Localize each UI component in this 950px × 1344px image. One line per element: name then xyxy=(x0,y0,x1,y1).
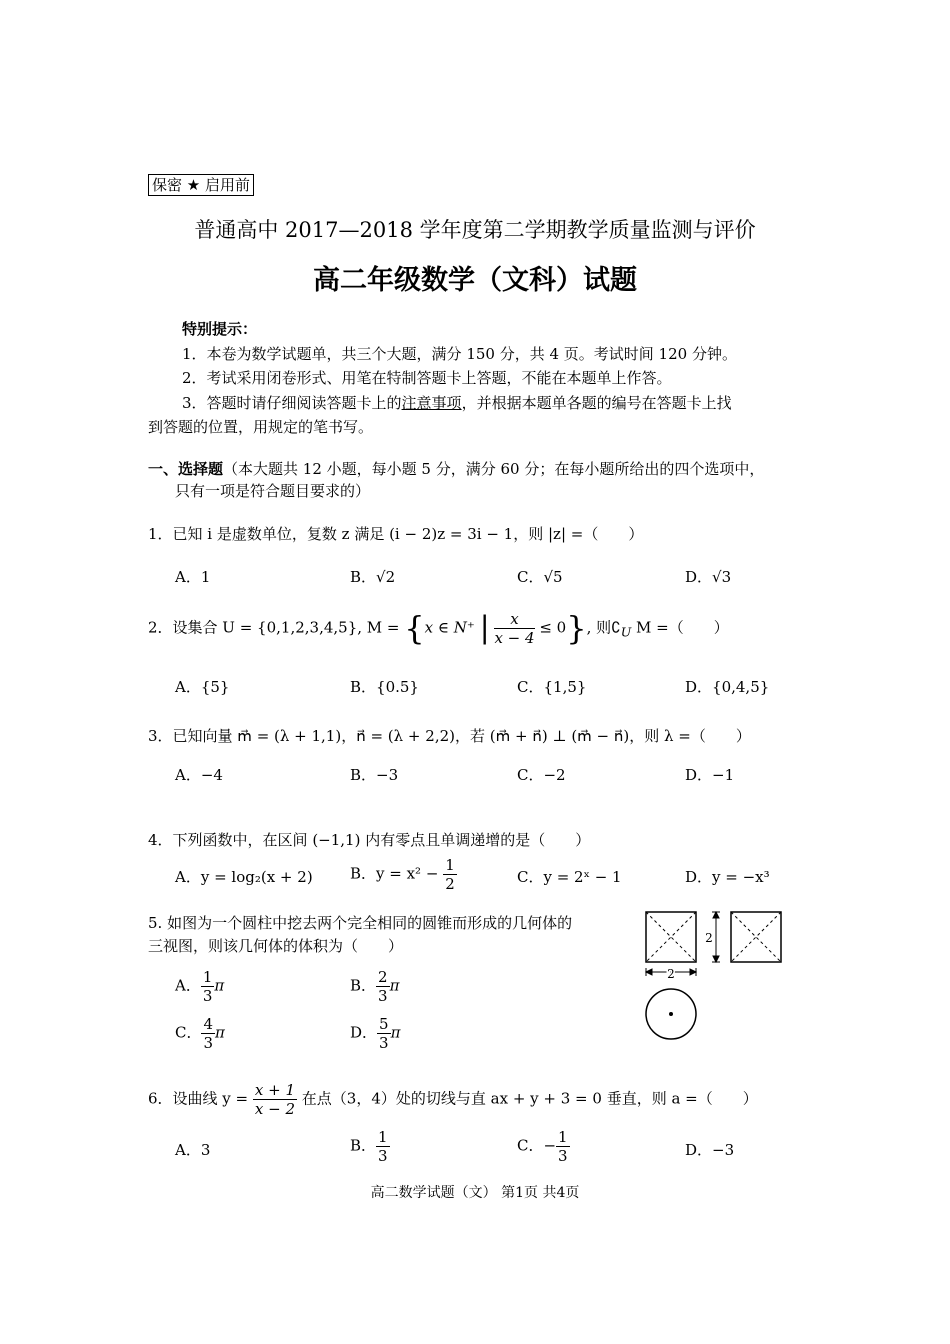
q6-option-b: B． $\frac{1}{3}$ xyxy=(350,1128,388,1165)
q4-stem: 4．下列函数中，在区间 (−1,1) 内有零点且单调递增的是（ ） xyxy=(148,831,591,849)
q3-option-a: A．−4 xyxy=(175,766,223,784)
q6-option-d: D．−3 xyxy=(685,1141,735,1159)
q1-option-d: D．√3 xyxy=(685,568,732,586)
q5-option-a: A． $\frac{1}{3}$ π xyxy=(175,968,225,1005)
q4-option-b: B．y = x² − $\frac{1}{2}$ xyxy=(350,856,455,893)
q2-option-d: D．{0,4,5} xyxy=(685,678,770,696)
q1-option-c: C．√5 xyxy=(517,568,563,586)
height-dimension xyxy=(712,912,720,962)
q2-option-a: A．{5} xyxy=(175,678,230,696)
q5-stem-line2: 三视图，则该几何体的体积为（ ） xyxy=(148,937,404,955)
q4-option-d: D．y = −x³ xyxy=(685,868,770,886)
note-2: 2．考试采用闭卷形式、用笔在特制答题卡上答题，不能在本题单上作答。 xyxy=(182,369,672,387)
q4-option-a: A．y = log₂(x + 2) xyxy=(175,868,313,886)
q1-stem: 1．已知 i 是虚数单位，复数 z 满足 (i − 2)z = 3i − 1，则 |z| =（ ） xyxy=(148,525,644,543)
q2-option-c: C．{1,5} xyxy=(517,678,587,696)
q3-option-b: B．−3 xyxy=(350,766,399,784)
width-label: 2 xyxy=(667,967,675,981)
confidential-stamp: 保密 ★ 启用前 xyxy=(148,174,254,196)
q3-option-c: C．−2 xyxy=(517,766,566,784)
q5-option-b: B． $\frac{2}{3}$ π xyxy=(350,968,400,1005)
front-view xyxy=(646,912,696,962)
q1-option-b: B．√2 xyxy=(350,568,396,586)
q6-option-a: A．3 xyxy=(175,1141,211,1159)
q5-option-c: C． $\frac{4}{3}$ π xyxy=(175,1015,225,1052)
q1-option-a: A．1 xyxy=(175,568,211,586)
q2-stem: 2．设集合 U = {0,1,2,3,4,5}, M = {x ∈ N⁺ | $\frac{x}{x - 4}$ ≤ 0}, 则$∁_U$ M =（ ） xyxy=(148,609,729,648)
q3-option-d: D．−1 xyxy=(685,766,735,784)
section-1-heading: 一、选择题（本大题共 12 小题，每小题 5 分，满分 60 分；在每小题所给出的四个选项中， xyxy=(148,460,765,478)
note-1: 1．本卷为数学试题单，共三个大题，满分 150 分，共 4 页。考试时间 120 分钟。 xyxy=(182,345,737,363)
top-view xyxy=(646,989,696,1039)
q3-stem: 3．已知向量 m⃗ = (λ + 1,1)，n⃗ = (λ + 2,2)，若 (m⃗ + n⃗) ⊥ (m⃗ − n⃗)，则 λ =（ ） xyxy=(148,727,751,745)
q5-stem-line1: 5. 如图为一个圆柱中挖去两个完全相同的圆锥而形成的几何体的 xyxy=(148,914,573,932)
q5-option-d: D． $\frac{5}{3}$ π xyxy=(350,1015,401,1052)
q4-option-c: C．y = 2ˣ − 1 xyxy=(517,868,622,886)
q6-option-c: C．− $\frac{1}{3}$ xyxy=(517,1128,568,1165)
note-3-cont: 到答题的位置，用规定的笔书写。 xyxy=(148,418,374,436)
exam-subtitle: 高二年级数学（文科）试题 xyxy=(313,265,637,296)
q2-option-b: B．{0.5} xyxy=(350,678,419,696)
page-footer: 高二数学试题（文） 第1页 共4页 xyxy=(370,1185,580,1201)
q2-fraction: $\frac{x}{x - 4}$ xyxy=(494,610,535,647)
three-view-figure xyxy=(636,906,796,1046)
q6-stem: 6．设曲线 y = $\frac{x + 1}{x - 2}$ 在点（3，4）处的切线与直 ax + y + 3 = 0 垂直，则 a =（ ） xyxy=(148,1081,758,1118)
notes-heading: 特别提示： xyxy=(182,320,258,338)
note-3: 3．答题时请仔细阅读答题卡上的注意事项，并根据本题单各题的编号在答题卡上找 xyxy=(182,394,732,412)
side-view xyxy=(731,912,781,962)
exam-title: 普通高中 2017—2018 学年度第二学期教学质量监测与评价 xyxy=(194,218,756,242)
section-1-desc: 只有一项是符合题目要求的） xyxy=(175,482,371,500)
note-3-underlined: 注意事项 xyxy=(401,394,462,412)
height-label: 2 xyxy=(705,931,713,945)
